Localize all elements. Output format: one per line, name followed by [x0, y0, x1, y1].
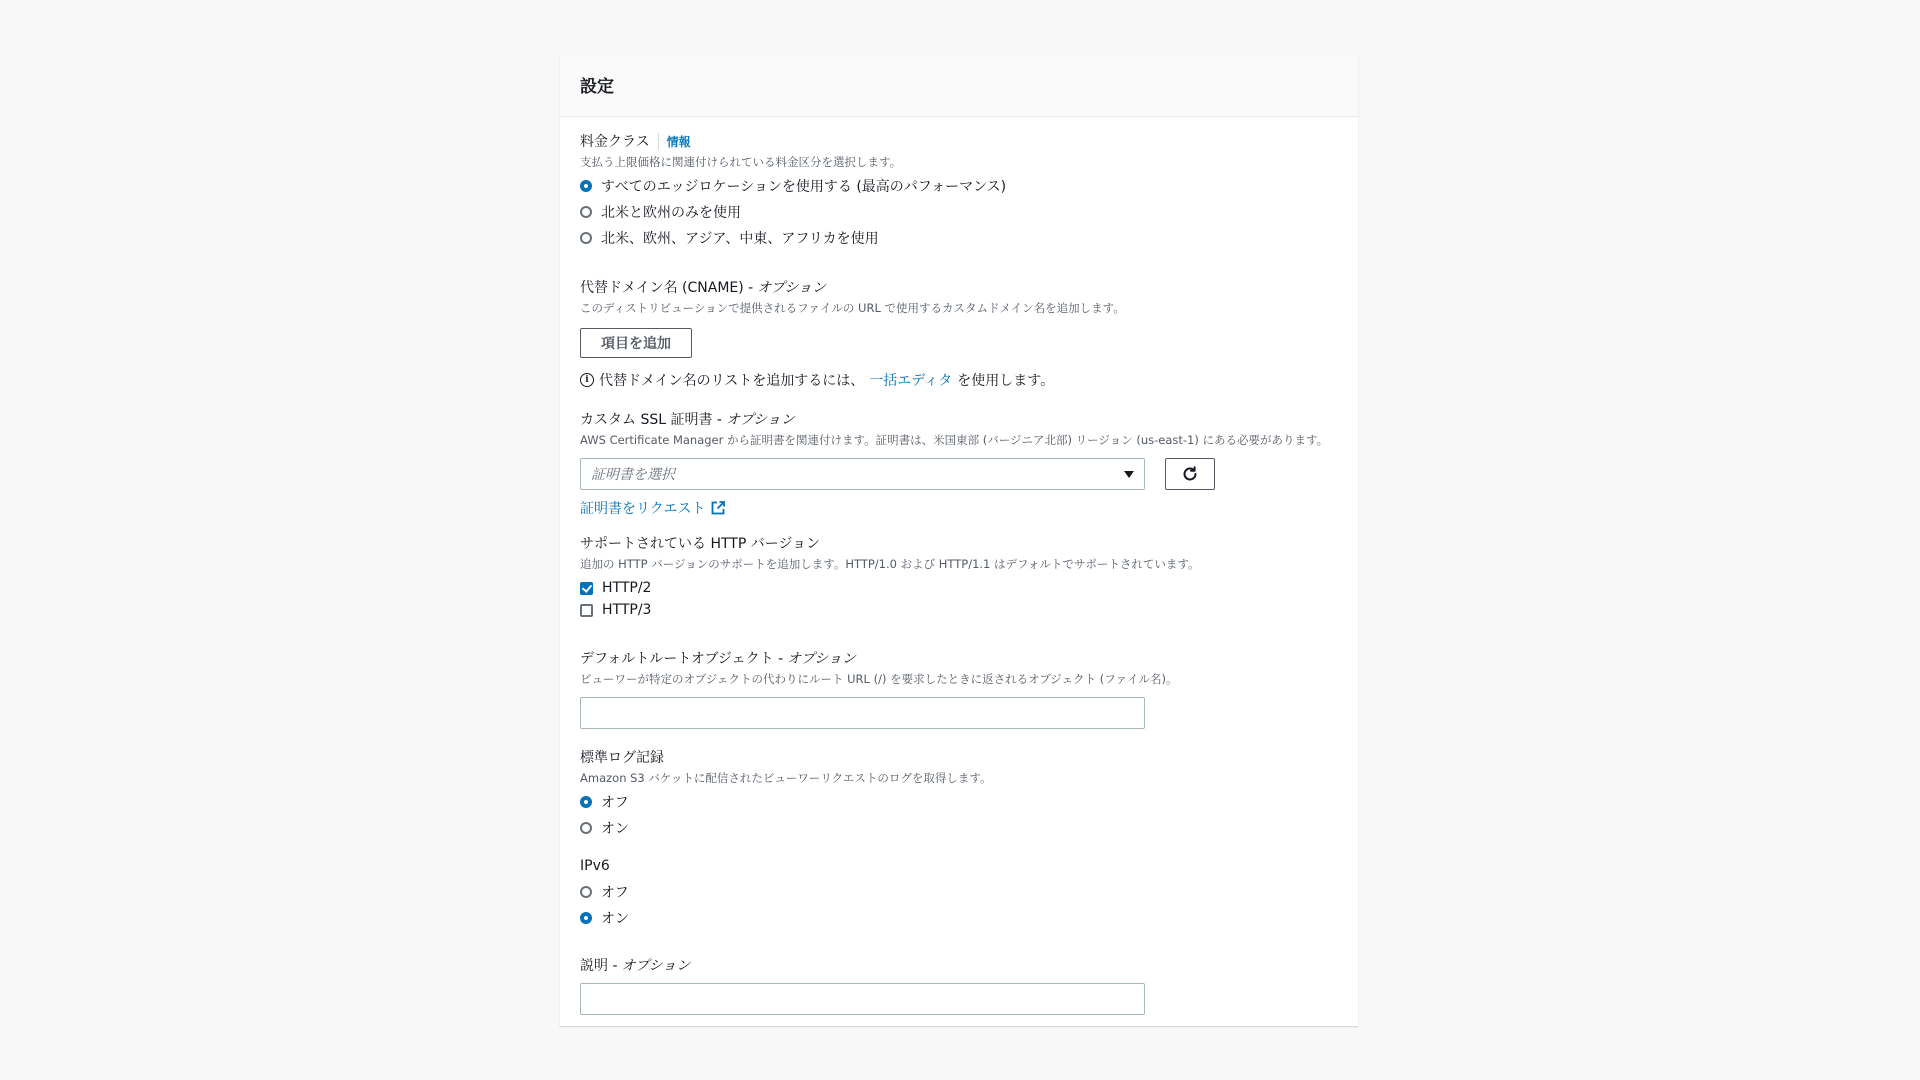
price-class-option-na-eu-asia[interactable] — [580, 228, 1350, 248]
ipv6-option-on[interactable] — [580, 908, 1350, 928]
cname-optional: オプション — [757, 280, 826, 296]
root-object-field — [580, 648, 1350, 729]
logging-label: 標準ログ記録 — [580, 750, 664, 766]
settings-panel — [560, 56, 1358, 1026]
note-prefix: 代替ドメイン名のリストを追加するには、 — [599, 373, 865, 389]
external-link-icon — [710, 500, 726, 516]
radio-label: すべてのエッジロケーションを使用する (最高のパフォーマンス) — [601, 179, 1007, 195]
request-certificate-label: 証明書をリクエスト — [580, 501, 706, 517]
root-object-label-row — [580, 648, 1350, 668]
radio-label: オン — [601, 911, 629, 927]
http-label: サポートされている HTTP バージョン — [580, 536, 821, 552]
price-class-field — [580, 131, 1350, 248]
add-item-button[interactable]: 項目を追加 — [580, 328, 692, 358]
radio-unselected-icon[interactable] — [580, 206, 592, 218]
radio-selected-icon[interactable] — [580, 912, 592, 924]
radio-label: オン — [601, 821, 629, 837]
certificate-select-placeholder: 証明書を選択 — [591, 467, 675, 483]
refresh-button[interactable] — [1165, 458, 1215, 490]
ssl-optional: オプション — [725, 412, 795, 428]
price-class-option-na-eu[interactable] — [580, 202, 1350, 222]
ssl-field — [580, 409, 1350, 518]
price-class-info-link[interactable]: 情報 — [658, 133, 691, 150]
request-certificate-link[interactable] — [580, 498, 1350, 518]
info-icon: i — [580, 373, 594, 387]
ipv6-option-off[interactable] — [580, 882, 1350, 902]
logging-option-off[interactable] — [580, 792, 1350, 812]
root-object-description: ビューワーが特定のオブジェクトの代わりにルート URL (/) を要求したときに返されるオブジェクト (ファイル名)。 — [580, 672, 1178, 686]
checkbox-checked-icon[interactable] — [580, 582, 593, 595]
bulk-editor-note — [580, 370, 1350, 390]
price-class-description: 支払う上限価格に関連付けられている料金区分を選択します。 — [580, 155, 902, 169]
cname-description: このディストリビューションで提供されるファイルの URL で使用するカスタムドメイン名を追加します。 — [580, 301, 1125, 315]
radio-selected-icon[interactable] — [580, 796, 592, 808]
description-label-row — [580, 955, 1350, 975]
caret-down-icon — [1124, 471, 1134, 478]
radio-selected-icon[interactable] — [580, 180, 592, 192]
radio-unselected-icon[interactable] — [580, 232, 592, 244]
logging-description: Amazon S3 バケットに配信されたビューワーリクエストのログを取得します。 — [580, 771, 992, 785]
root-object-optional: オプション — [787, 651, 856, 667]
refresh-icon — [1181, 465, 1199, 483]
description-optional: オプション — [621, 958, 691, 974]
cname-label-row — [580, 277, 1350, 297]
price-class-option-all[interactable] — [580, 176, 1350, 196]
radio-label: オフ — [601, 885, 629, 901]
radio-unselected-icon[interactable] — [580, 886, 592, 898]
http-description: 追加の HTTP バージョンのサポートを追加します。HTTP/1.0 および HTTP/1.1 はデフォルトでサポートされています。 — [580, 557, 1200, 571]
panel-title: 設定 — [580, 77, 614, 97]
radio-label: 北米、欧州、アジア、中東、アフリカを使用 — [601, 231, 879, 247]
logging-field — [580, 747, 1350, 838]
ipv6-label: IPv6 — [580, 858, 610, 874]
cname-field — [580, 277, 1350, 390]
root-object-label: デフォルトルートオブジェクト - — [580, 651, 784, 667]
root-object-input[interactable] — [580, 697, 1145, 729]
checkbox-unchecked-icon[interactable] — [580, 604, 593, 617]
http-version-field — [580, 533, 1350, 620]
ssl-select-row — [580, 458, 1350, 490]
price-class-label: 料金クラス — [580, 134, 650, 150]
http3-option[interactable] — [580, 600, 1350, 620]
ssl-label-row — [580, 409, 1350, 429]
description-field — [580, 955, 1350, 1015]
radio-label: 北米と欧州のみを使用 — [601, 205, 741, 221]
radio-label: オフ — [601, 795, 629, 811]
certificate-select[interactable] — [580, 458, 1145, 490]
panel-header — [560, 56, 1358, 117]
ipv6-field — [580, 858, 1350, 928]
bulk-editor-link[interactable]: 一括エディタ — [869, 373, 953, 389]
radio-unselected-icon[interactable] — [580, 822, 592, 834]
note-suffix: を使用します。 — [957, 373, 1055, 389]
description-label: 説明 - — [580, 958, 618, 974]
checkbox-label: HTTP/2 — [602, 580, 652, 596]
http2-option[interactable] — [580, 578, 1350, 598]
cname-label: 代替ドメイン名 (CNAME) - — [580, 280, 754, 296]
checkbox-label: HTTP/3 — [602, 602, 652, 618]
description-input[interactable] — [580, 983, 1145, 1015]
price-class-label-row — [580, 131, 1350, 151]
ssl-description: AWS Certificate Manager から証明書を関連付けます。証明書は、米国東部 (バージニア北部) リージョン (us-east-1) にある必要があります。 — [580, 433, 1329, 447]
logging-option-on[interactable] — [580, 818, 1350, 838]
ssl-label: カスタム SSL 証明書 - — [580, 412, 722, 428]
